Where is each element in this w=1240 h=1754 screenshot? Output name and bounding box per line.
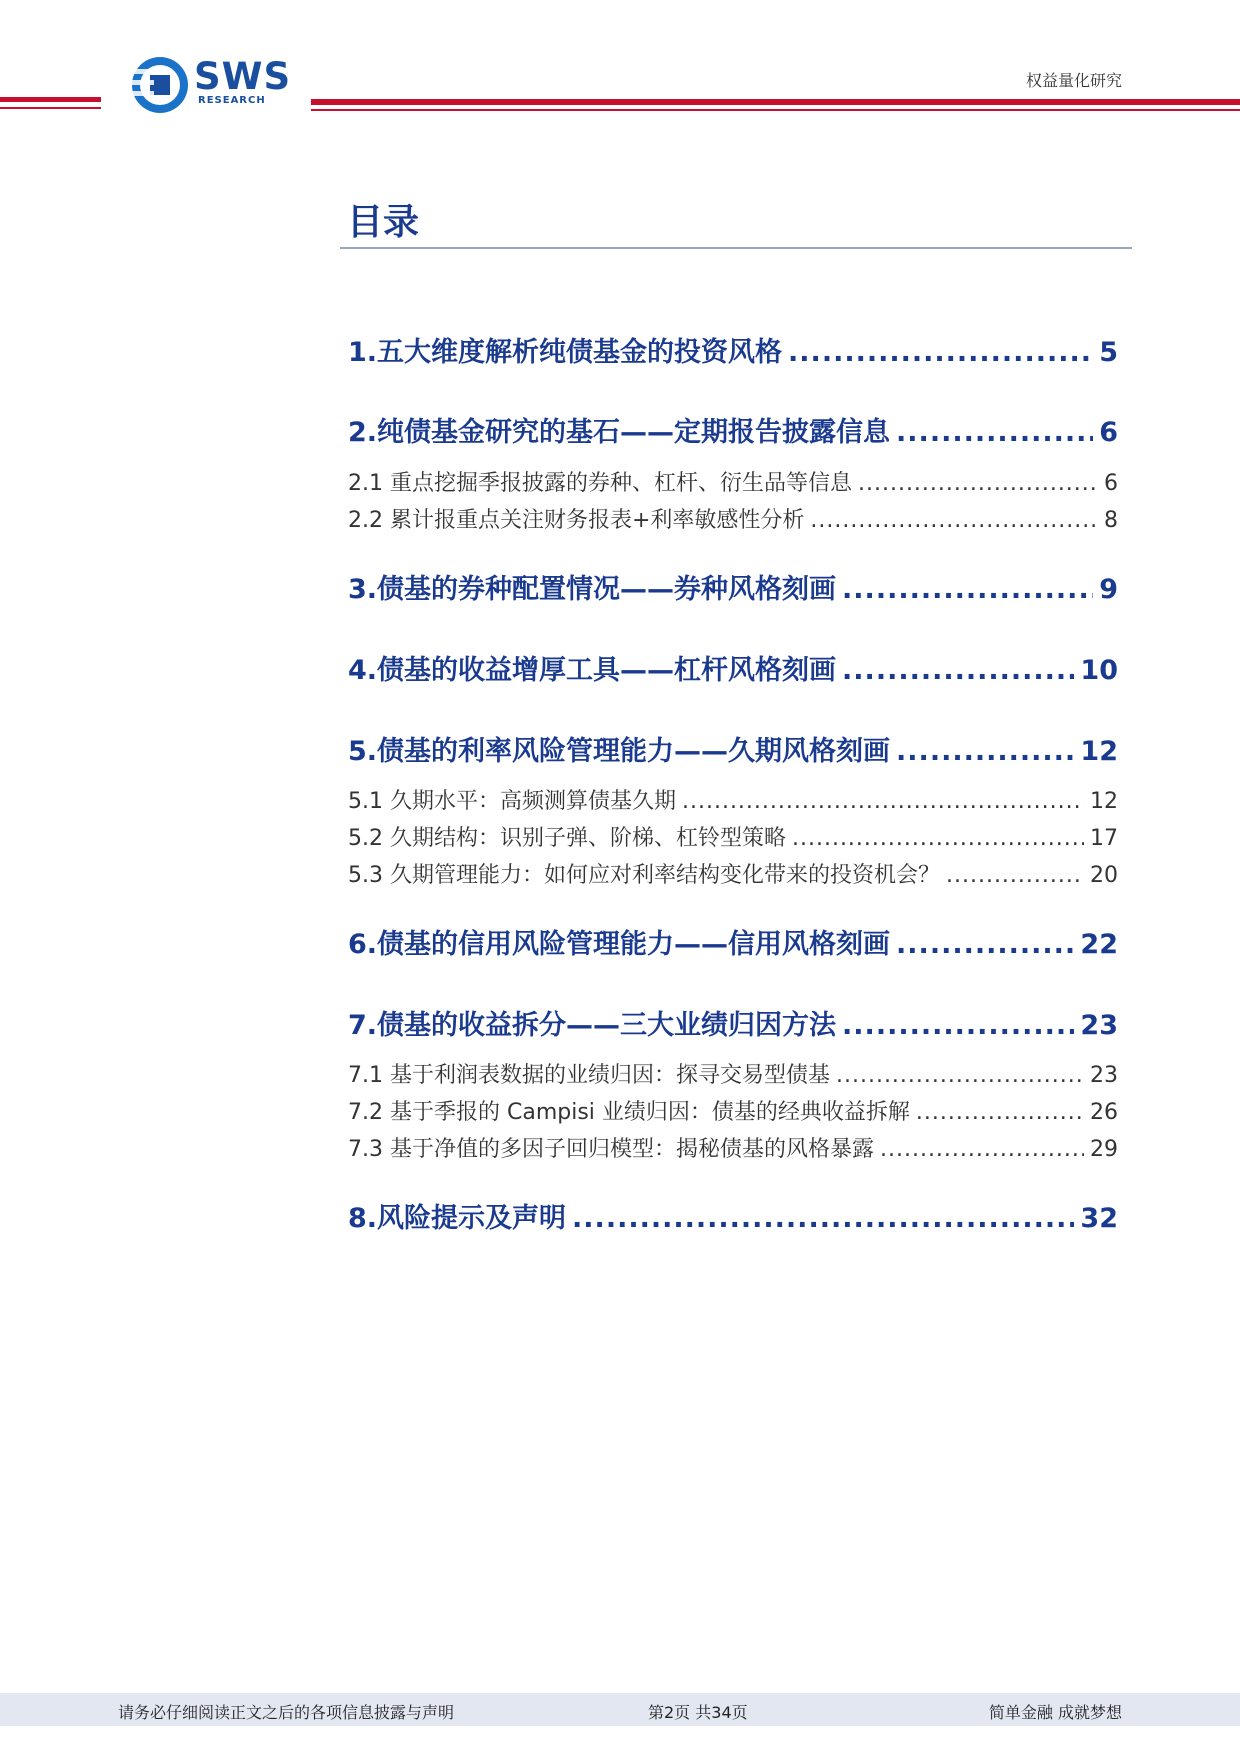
footer-disclaimer: 请务必仔细阅读正文之后的各项信息披露与声明 [118,1703,455,1722]
toc-entry-text: 5.债基的利率风险管理能力——久期风格刻画 [348,736,891,767]
toc-entry-text: 7.3 基于净值的多因子回归模型：揭秘债基的风格暴露 [348,1137,874,1162]
toc-entry-page: 23 [1080,1010,1118,1041]
logo-subtext: RESEARCH [198,95,266,106]
toc-entry-page: 5 [1099,337,1118,368]
toc-entry-text: 7.2 基于季报的 Campisi 业绩归因：债基的经典收益拆解 [348,1100,910,1125]
toc-entry-text: 5.2 久期结构：识别子弹、阶梯、杠铃型策略 [348,826,786,851]
toc-entry[interactable] [348,729,1118,768]
header-rule [311,99,1240,105]
toc-entry-page: 12 [1090,789,1118,814]
toc-entry-page: 26 [1090,1100,1118,1125]
toc-entry-page: 17 [1090,826,1118,851]
toc-entry-text: 7.1 基于利润表数据的业绩归因：探寻交易型债基 [348,1063,830,1088]
toc-entry-text: 4.债基的收益增厚工具——杠杆风格刻画 [348,655,837,686]
toc-entry-text: 7.债基的收益拆分——三大业绩归因方法 [348,1010,837,1041]
header-rule [0,97,101,102]
toc-entry-page: 8 [1104,508,1118,533]
toc-entry[interactable] [348,922,1118,961]
toc-entry[interactable] [348,648,1118,687]
toc-entry-text: 5.3 久期管理能力：如何应对利率结构变化带来的投资机会？ [348,863,940,888]
toc-entry-page: 9 [1099,574,1118,605]
title-divider [340,247,1132,249]
toc-entry[interactable] [348,1132,1118,1163]
toc-entry-page: 20 [1090,863,1118,888]
toc-entry-text: 2.纯债基金研究的基石——定期报告披露信息 [348,417,891,448]
toc-entry[interactable] [348,330,1118,369]
toc-entry[interactable] [348,410,1118,449]
sws-logo [130,55,290,115]
toc-entry-page: 32 [1080,1203,1118,1234]
sws-logo-icon [130,55,190,115]
toc-entry-page: 22 [1080,929,1118,960]
toc-entry[interactable] [348,466,1118,497]
toc-entry[interactable] [348,1003,1118,1042]
toc-entry-page: 29 [1090,1137,1118,1162]
toc-entry[interactable] [348,1196,1118,1235]
toc-entry-text: 2.1 重点挖掘季报披露的券种、杠杆、衍生品等信息 [348,471,852,496]
toc-entry-text: 6.债基的信用风险管理能力——信用风格刻画 [348,929,891,960]
toc-entry[interactable] [348,858,1118,889]
toc-entry-page: 6 [1099,417,1118,448]
toc-entry[interactable] [348,821,1118,852]
toc-entry-page: 10 [1080,655,1118,686]
toc-entry[interactable] [348,1058,1118,1089]
toc-entry-text: 1.五大维度解析纯债基金的投资风格 [348,337,783,368]
report-category: 权益量化研究 [1025,71,1122,90]
footer-slogan: 简单金融 成就梦想 [988,1703,1122,1722]
header-rule [311,109,1240,111]
toc-entry-text: 3.债基的券种配置情况——券种风格刻画 [348,574,837,605]
toc-entry-text: 5.1 久期水平：高频测算债基久期 [348,789,676,814]
toc-entry[interactable] [348,503,1118,534]
toc-entry[interactable] [348,567,1118,606]
toc-entry[interactable] [348,1095,1118,1126]
toc-title: 目录 [347,202,420,243]
toc-entry-page: 6 [1104,471,1118,496]
toc-entry-text: 8.风险提示及声明 [348,1203,567,1234]
logo-text: SWS [194,55,292,98]
page-number: 第2页 共34页 [648,1703,748,1722]
toc-entry-page: 23 [1090,1063,1118,1088]
toc-entry-page: 12 [1080,736,1118,767]
toc-entry-text: 2.2 累计报重点关注财务报表+利率敏感性分析 [348,508,805,533]
toc-entry[interactable] [348,784,1118,815]
header-rule [0,107,101,109]
